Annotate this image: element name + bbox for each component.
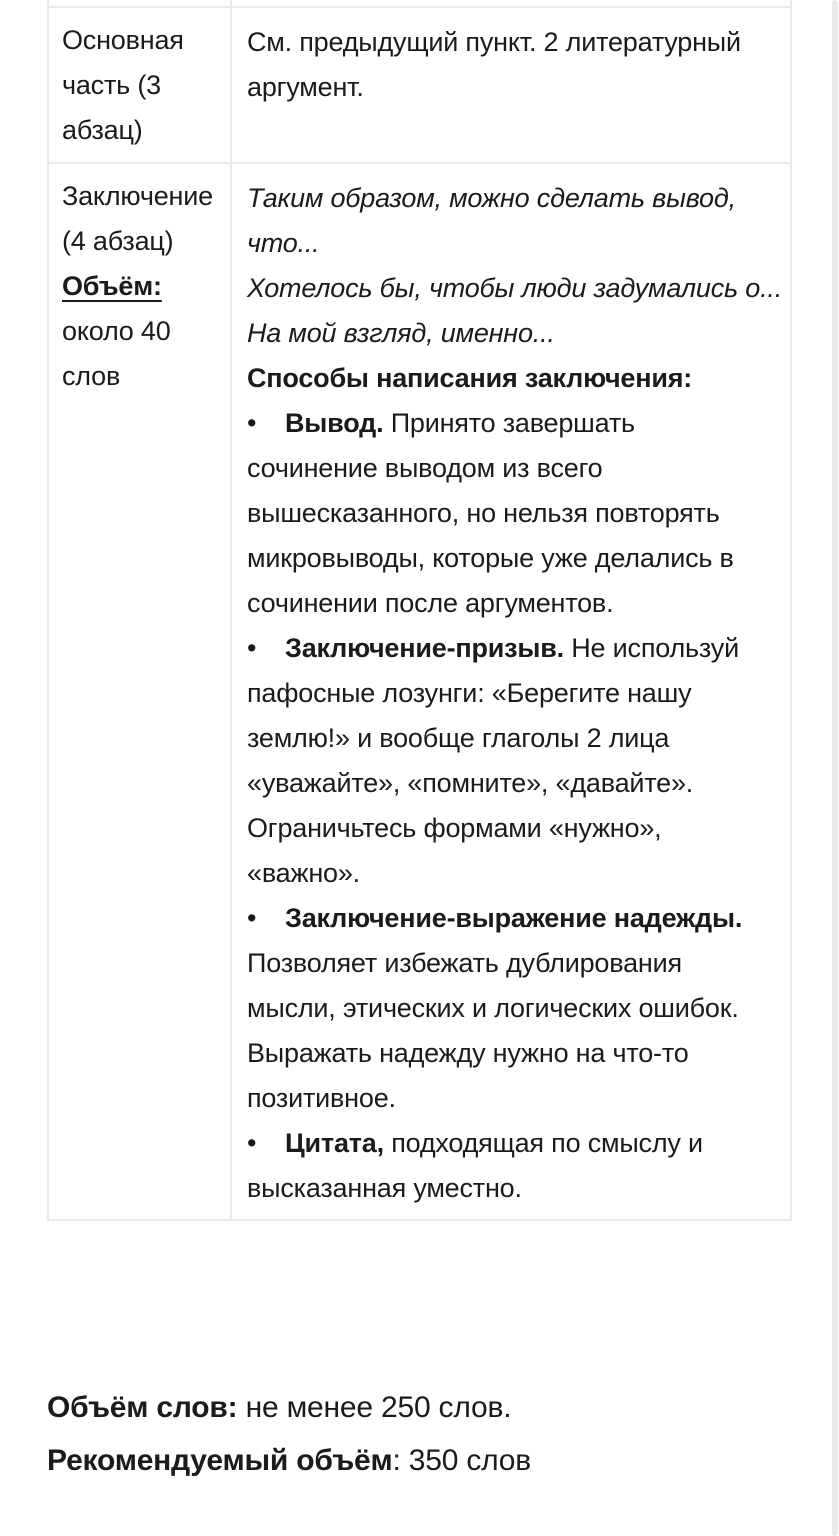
text-line: Таким образом, можно сделать вывод, [247,183,736,213]
table-cell-left [49,8,232,162]
text-line: Объём слов: не менее 250 слов. [47,1391,512,1424]
bullet-line: • Заключение-призыв. Не используй [247,626,784,671]
text-line: Выражать надежду нужно на что-то [247,1038,689,1068]
scrollbar[interactable] [832,0,838,1536]
table-row-main-part [49,6,790,162]
text-line: Ограничьтесь формами «нужно», [247,813,662,843]
text-line: Объём: [62,271,162,301]
text-line: Позволяет избежать дублирования [247,948,682,978]
text-line: сочинение выводом из всего [247,453,603,483]
table-cell-right [232,164,790,1219]
text-line: «уважайте», «помните», «давайте». [247,768,694,798]
text-line: мысли, этических и логических ошибок. [247,993,739,1023]
bullet-icon: • [247,633,257,663]
text-line: абзац) [62,115,143,145]
text-line: Хотелось бы, чтобы люди задумались о... [247,273,783,303]
table-cell-right [232,8,790,162]
bullet-icon: • [247,903,257,933]
table-row-partial [49,0,790,6]
text-line: землю!» и вообще глаголы 2 лица [247,723,670,753]
text-line: сочинении после аргументов. [247,588,614,618]
bold-term: Заключение-призыв. [285,633,564,663]
bullet-icon: • [247,408,257,438]
text-line: На мой взгляд, именно... [247,318,555,348]
text-line: «важно». [247,858,360,888]
text-line: микровыводы, которые уже делались в [247,543,734,573]
text-line: аргумент. [247,72,364,102]
text-line: слов [62,361,121,391]
text-line: часть (3 [62,70,161,100]
text-line: Заключение [62,181,213,211]
bold-term: Заключение-выражение надежды. [285,903,743,933]
text-line: позитивное. [247,1083,396,1113]
table-cell-right [232,0,790,6]
bullet-line [247,896,784,941]
text-line: Способы написания заключения: [247,363,693,393]
table-row-conclusion [49,162,790,1219]
essay-structure-table [47,0,792,1221]
table-cell-left [49,164,232,1219]
text-line: Основная [62,25,184,55]
text-line: Рекомендуемый объём: 350 слов [47,1444,532,1477]
table-cell-left [49,0,232,6]
text-line: что... [247,228,320,258]
bold-term: Объём слов: [47,1391,238,1424]
text-line: пафосные лозунги: «Берегите нашу [247,678,692,708]
bullet-line: • Цитата, подходящая по смыслу и [247,1121,784,1166]
word-count-note [47,1381,531,1487]
text-line: около 40 [62,316,171,346]
text-line: (4 абзац) [62,226,174,256]
bold-term: Рекомендуемый объём [47,1444,393,1477]
bold-term: Вывод. [285,408,384,438]
bold-term: Цитата, [285,1128,384,1158]
text-line: высказанная уместно. [247,1173,522,1203]
text-line: См. предыдущий пункт. 2 литературный [247,27,741,57]
bullet-icon: • [247,1128,257,1158]
text-line: вышесказанного, но нельзя повторять [247,498,720,528]
bullet-line: • Вывод. Принято завершать [247,401,784,446]
